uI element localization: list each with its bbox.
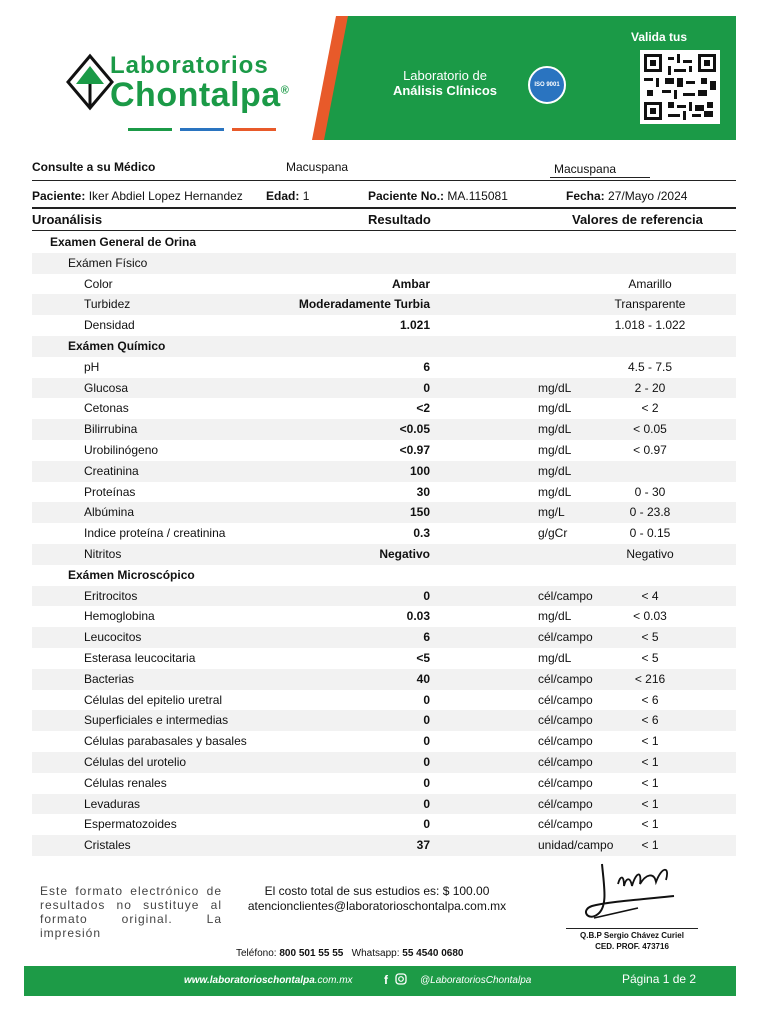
city-underline <box>550 177 650 178</box>
test-reference: < 1 <box>641 838 659 853</box>
page-number: Página 1 de 2 <box>622 972 697 986</box>
test-reference: < 4 <box>641 588 659 603</box>
table-row <box>32 835 736 856</box>
test-unit: mg/dL <box>538 650 572 665</box>
table-row <box>32 336 736 357</box>
lab-title-line2: Análisis Clínicos <box>392 83 498 98</box>
test-name: Densidad <box>84 318 135 333</box>
test-unit: cél/campo <box>538 754 593 769</box>
test-result: Negativo <box>379 546 430 561</box>
test-reference: < 2 <box>641 401 659 416</box>
table-row <box>32 627 736 648</box>
test-reference: 1.018 - 1.022 <box>614 318 686 333</box>
phones-line <box>236 948 492 959</box>
website-suffix: .com.mx <box>314 975 353 986</box>
city-2: Macuspana <box>554 162 617 176</box>
test-reference: < 6 <box>641 692 659 707</box>
test-result: 0 <box>423 588 430 603</box>
test-name: Células renales <box>84 775 167 790</box>
validate-label: Valida tus <box>631 30 688 44</box>
cost-block <box>236 884 518 914</box>
test-unit: mg/dL <box>538 442 572 457</box>
test-unit: mg/dL <box>538 609 572 624</box>
test-name: Eritrocitos <box>84 588 138 603</box>
age-label: Edad: <box>266 189 300 203</box>
test-name: Exámen Químico <box>68 338 166 353</box>
test-name: Urobilinógeno <box>84 442 159 457</box>
test-result: 0.03 <box>406 609 430 624</box>
lab-title-line1: Laboratorio de <box>403 68 487 83</box>
test-reference: < 1 <box>641 775 659 790</box>
test-unit: cél/campo <box>538 671 593 686</box>
test-name: Turbidez <box>84 297 131 312</box>
test-result: 100 <box>409 463 430 478</box>
social-handle[interactable]: @LaboratoriosChontalpa <box>420 975 532 986</box>
test-unit: mg/dL <box>538 422 572 437</box>
results-table-header <box>32 212 736 230</box>
test-result: 40 <box>416 671 430 686</box>
test-unit: cél/campo <box>538 630 593 645</box>
test-result: 1.021 <box>399 318 430 333</box>
signer-name: Q.B.P Sergio Chávez Curiel <box>580 931 684 940</box>
phone-value[interactable]: 800 501 55 55 <box>279 948 344 959</box>
test-result: 6 <box>423 630 430 645</box>
instagram-icon[interactable] <box>395 973 407 985</box>
disclaimer-text: Este formato electrónico de resultados no sustituye al formato original. La impresión <box>40 884 222 940</box>
age-field <box>266 189 309 203</box>
test-result: 0 <box>423 775 430 790</box>
test-reference: Negativo <box>626 546 674 561</box>
patient-separator <box>32 207 736 209</box>
results-table-body <box>32 232 736 856</box>
test-name: Espermatozoides <box>84 817 177 832</box>
age-value: 1 <box>302 189 310 203</box>
test-reference: < 1 <box>641 817 659 832</box>
accent-bar-green <box>128 128 172 131</box>
test-result: <0.05 <box>399 422 430 437</box>
test-unit: cél/campo <box>538 734 593 749</box>
footer-bar <box>24 966 736 996</box>
test-reference: Transparente <box>614 297 686 312</box>
test-result: 0 <box>423 754 430 769</box>
iso-badge-text: ISO 9001 <box>534 82 560 88</box>
facebook-icon[interactable]: f <box>384 973 388 987</box>
signer-block <box>560 930 704 952</box>
table-row <box>32 398 736 419</box>
test-reference: < 0.97 <box>633 442 667 457</box>
test-result: 30 <box>416 484 430 499</box>
whatsapp-label: Whatsapp: <box>351 948 400 959</box>
table-row <box>32 669 736 690</box>
test-reference: < 6 <box>641 713 659 728</box>
patient-no-label: Paciente No.: <box>368 189 445 203</box>
website-bold: www.laboratorioschontalpa <box>184 975 315 986</box>
test-name: Leucocitos <box>84 630 142 645</box>
test-result: 150 <box>409 505 430 520</box>
table-row <box>32 253 736 274</box>
test-result: Ambar <box>391 276 430 291</box>
cost-text: El costo total de sus estudios es: $ 100.00 <box>264 884 490 898</box>
table-row <box>32 232 736 253</box>
test-name: Nitritos <box>84 546 122 561</box>
whatsapp-value[interactable]: 55 4540 0680 <box>402 948 464 959</box>
signature-line <box>566 928 698 929</box>
table-row <box>32 315 736 336</box>
phone-label: Teléfono: <box>236 948 277 959</box>
table-row <box>32 710 736 731</box>
test-reference: < 1 <box>641 754 659 769</box>
test-reference: 4.5 - 7.5 <box>627 359 673 374</box>
test-reference: 0 - 30 <box>634 484 666 499</box>
test-result: Moderadamente Turbia <box>298 297 430 312</box>
table-row <box>32 461 736 482</box>
test-unit: mg/dL <box>538 463 572 478</box>
brand-line2 <box>110 76 289 115</box>
test-reference: < 5 <box>641 630 659 645</box>
test-name: Bilirrubina <box>84 422 138 437</box>
info-separator <box>32 180 736 181</box>
test-reference: < 0.05 <box>633 422 667 437</box>
accent-bar-orange <box>232 128 276 131</box>
test-unit: mg/L <box>538 505 565 520</box>
test-name: Células parabasales y basales <box>84 734 247 749</box>
test-unit: cél/campo <box>538 588 593 603</box>
col-test-header: Uroanálisis <box>32 212 103 227</box>
city-1: Macuspana <box>286 160 349 174</box>
test-name: Proteínas <box>84 484 136 499</box>
signature-icon <box>574 856 690 930</box>
test-unit: cél/campo <box>538 713 593 728</box>
table-row <box>32 544 736 565</box>
consult-label: Consulte a su Médico <box>32 160 156 174</box>
table-row <box>32 794 736 815</box>
patient-name: Iker Abdiel Lopez Hernandez <box>88 189 243 203</box>
test-result: 0 <box>423 817 430 832</box>
table-row <box>32 274 736 295</box>
test-unit: cél/campo <box>538 817 593 832</box>
table-row <box>32 731 736 752</box>
table-row <box>32 814 736 835</box>
test-result: 37 <box>416 838 430 853</box>
table-row <box>32 586 736 607</box>
table-row <box>32 294 736 315</box>
test-result: 0 <box>423 796 430 811</box>
table-row <box>32 690 736 711</box>
test-result: 0 <box>423 380 430 395</box>
test-reference: < 1 <box>641 734 659 749</box>
test-unit: mg/dL <box>538 380 572 395</box>
website-link[interactable] <box>184 975 353 986</box>
test-name: Esterasa leucocitaria <box>84 650 196 665</box>
table-row <box>32 419 736 440</box>
test-result: <0.97 <box>399 442 430 457</box>
test-result: <5 <box>416 650 430 665</box>
test-name: Color <box>84 276 113 291</box>
test-name: Exámen Físico <box>68 255 148 270</box>
table-row <box>32 357 736 378</box>
table-row <box>32 565 736 586</box>
test-result: 0 <box>423 692 430 707</box>
test-name: Bacterias <box>84 671 135 686</box>
test-name: Cetonas <box>84 401 129 416</box>
test-name: Examen General de Orina <box>50 235 197 249</box>
patient-no-value: MA.115081 <box>447 189 508 203</box>
test-result: 0 <box>423 713 430 728</box>
contact-email[interactable]: atencionclientes@laboratorioschontalpa.com.mx <box>247 899 507 913</box>
test-name: Glucosa <box>84 380 129 395</box>
test-reference: < 0.03 <box>633 609 667 624</box>
test-name: Superficiales e intermedias <box>84 713 229 728</box>
test-result: 0.3 <box>413 526 430 541</box>
test-name: Levaduras <box>84 796 141 811</box>
test-unit: g/gCr <box>538 526 568 541</box>
test-reference: < 216 <box>634 671 666 686</box>
accent-bar-blue <box>180 128 224 131</box>
date-label: Fecha: <box>566 189 605 203</box>
table-row <box>32 523 736 544</box>
patient-label: Paciente: <box>32 189 86 203</box>
test-unit: cél/campo <box>538 692 593 707</box>
test-unit: cél/campo <box>538 796 593 811</box>
test-result: 0 <box>423 734 430 749</box>
test-name: Indice proteína / creatinina <box>84 526 226 541</box>
test-name: Cristales <box>84 838 131 853</box>
col-result-header: Resultado <box>368 212 431 227</box>
test-name: Albúmina <box>84 505 135 520</box>
test-name: Creatinina <box>84 463 139 478</box>
qr-pattern <box>644 54 716 120</box>
date-field <box>566 189 687 203</box>
signer-cert: CED. PROF. 473716 <box>595 942 669 951</box>
table-row <box>32 752 736 773</box>
test-name: pH <box>84 359 100 374</box>
brand-name: Chontalpa <box>110 76 281 114</box>
test-unit: mg/dL <box>538 484 572 499</box>
col-ref-header: Valores de referencia <box>572 212 703 227</box>
test-result: 6 <box>423 359 430 374</box>
lab-title <box>380 68 510 98</box>
test-unit: cél/campo <box>538 775 593 790</box>
test-name: Células del urotelio <box>84 754 187 769</box>
test-name: Hemoglobina <box>84 609 155 624</box>
report-header <box>24 16 736 140</box>
qr-code-icon[interactable] <box>640 50 720 124</box>
test-result: <2 <box>416 401 430 416</box>
test-reference: Amarillo <box>628 276 672 291</box>
test-reference: < 5 <box>641 650 659 665</box>
patient-no-field <box>368 189 508 203</box>
table-row <box>32 502 736 523</box>
table-row <box>32 482 736 503</box>
test-reference: < 1 <box>641 796 659 811</box>
date-value: 27/Mayo /2024 <box>608 189 688 203</box>
table-row <box>32 606 736 627</box>
table-row <box>32 648 736 669</box>
test-unit: unidad/campo <box>538 838 614 853</box>
test-reference: 0 - 0.15 <box>629 526 671 541</box>
iso-badge-icon <box>528 66 566 104</box>
test-reference: 0 - 23.8 <box>629 505 671 520</box>
patient-field <box>32 189 243 203</box>
table-row <box>32 773 736 794</box>
test-reference: 2 - 20 <box>634 380 666 395</box>
test-name: Exámen Microscópico <box>68 567 195 582</box>
table-header-separator <box>32 230 736 231</box>
test-unit: mg/dL <box>538 401 572 416</box>
social-icons <box>384 973 407 987</box>
table-row <box>32 440 736 461</box>
test-name: Células del epitelio uretral <box>84 692 223 707</box>
brand-line1: Laboratorios <box>110 52 269 79</box>
registered-mark: ® <box>280 84 290 97</box>
table-row <box>32 378 736 399</box>
